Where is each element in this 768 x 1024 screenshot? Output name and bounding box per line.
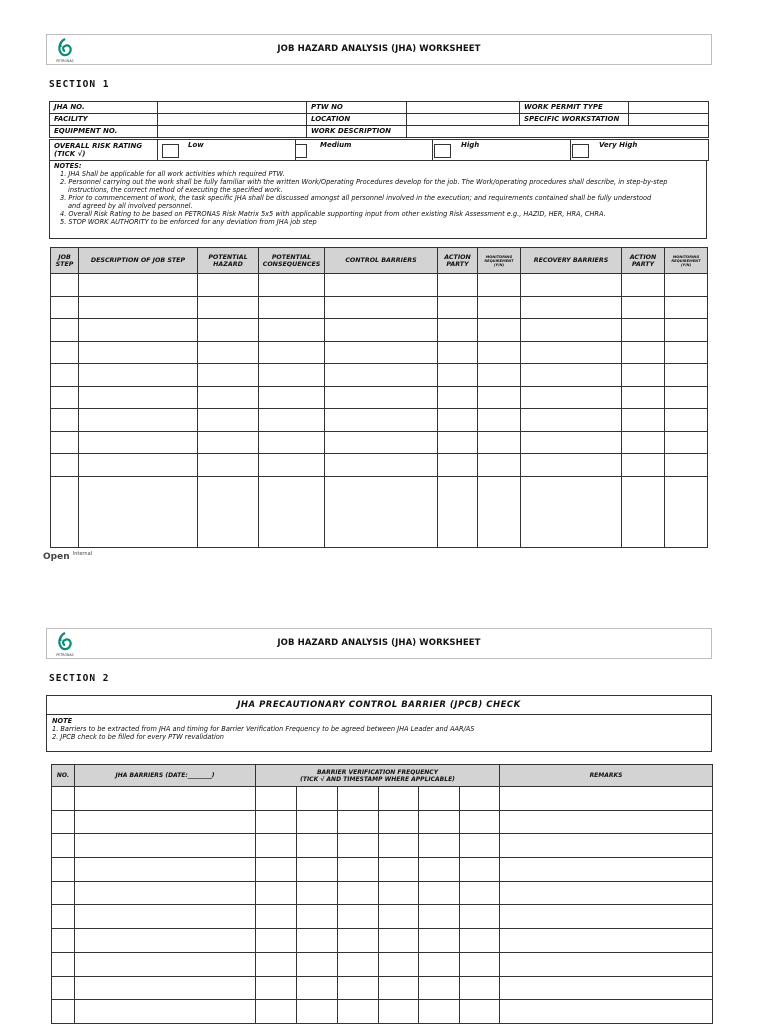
table-row <box>52 810 713 834</box>
table-cell[interactable] <box>51 431 79 454</box>
table-cell[interactable] <box>75 881 256 905</box>
table-cell[interactable] <box>500 834 713 858</box>
table-cell[interactable] <box>622 409 665 432</box>
table-row <box>52 905 713 929</box>
table-row <box>51 319 708 342</box>
table-cell[interactable] <box>460 810 500 834</box>
table-cell[interactable] <box>665 431 708 454</box>
table-cell[interactable] <box>52 976 75 1000</box>
table-cell[interactable] <box>521 341 622 364</box>
work-permit-type-field[interactable] <box>629 102 709 114</box>
table-cell[interactable] <box>75 976 256 1000</box>
table-cell[interactable] <box>665 296 708 319</box>
table-cell[interactable] <box>256 787 297 811</box>
table-cell[interactable] <box>297 810 338 834</box>
table-cell[interactable] <box>198 341 259 364</box>
table-cell[interactable] <box>379 834 419 858</box>
col-verification-frequency: BARRIER VERIFICATION FREQUENCY (TICK √ AND TIMESTAMP WHERE APPLICABLE) <box>256 765 500 787</box>
table-cell[interactable] <box>622 364 665 387</box>
section-1-notes <box>49 160 707 239</box>
note-line: 5. STOP WORK AUTHORITY to be enforced for any deviation from JHA job step <box>60 218 317 226</box>
table-cell[interactable] <box>622 341 665 364</box>
table-cell[interactable] <box>79 386 198 409</box>
note-line: 1. JHA Shall be applicable for all work activities which required PTW. <box>60 170 285 178</box>
table-cell[interactable] <box>259 341 325 364</box>
table-cell[interactable] <box>419 929 460 953</box>
table-cell[interactable] <box>198 274 259 297</box>
table-cell[interactable] <box>75 787 256 811</box>
table-cell[interactable] <box>379 787 419 811</box>
col-job-step: JOB STEP <box>51 248 79 274</box>
table-cell[interactable] <box>478 454 521 477</box>
equipment-no-field[interactable] <box>158 126 307 138</box>
low-checkbox[interactable] <box>162 144 179 158</box>
high-checkbox[interactable] <box>434 144 451 158</box>
table-cell[interactable] <box>259 386 325 409</box>
ptw-no-field[interactable] <box>407 102 520 114</box>
table-cell[interactable] <box>297 834 338 858</box>
table-cell[interactable] <box>52 810 75 834</box>
col-no: NO. <box>52 765 75 787</box>
table-row <box>51 476 708 547</box>
section-1-label: SECTION 1 <box>49 79 110 90</box>
table-cell[interactable] <box>52 881 75 905</box>
table-cell[interactable] <box>297 976 338 1000</box>
table-header-row <box>52 765 713 787</box>
table-cell[interactable] <box>478 364 521 387</box>
table-cell[interactable] <box>256 976 297 1000</box>
table-cell[interactable] <box>438 319 478 342</box>
risk-rating-label: OVERALL RISK RATING (TICK √) <box>50 140 158 161</box>
table-row <box>51 454 708 477</box>
facility-label: FACILITY <box>50 114 158 126</box>
table-cell[interactable] <box>79 409 198 432</box>
table-row <box>51 341 708 364</box>
table-header-row <box>51 248 708 274</box>
table-cell[interactable] <box>478 274 521 297</box>
note-line: 2. JPCB check to be filled for every PTW revalidation <box>52 733 224 741</box>
medium-checkbox[interactable] <box>296 144 308 158</box>
table-cell[interactable] <box>665 341 708 364</box>
table-cell[interactable] <box>665 476 708 547</box>
table-cell[interactable] <box>51 364 79 387</box>
table-cell[interactable] <box>325 409 438 432</box>
table-cell[interactable] <box>256 858 297 882</box>
table-cell[interactable] <box>79 341 198 364</box>
table-cell[interactable] <box>297 858 338 882</box>
table-cell[interactable] <box>419 952 460 976</box>
table-cell[interactable] <box>419 834 460 858</box>
col-recovery-barriers: RECOVERY BARRIERS <box>521 248 622 274</box>
table-cell[interactable] <box>419 976 460 1000</box>
table-cell[interactable] <box>75 834 256 858</box>
jha-no-label: JHA NO. <box>50 102 158 114</box>
table-cell[interactable] <box>259 431 325 454</box>
table-cell[interactable] <box>198 319 259 342</box>
work-permit-type-label: WORK PERMIT TYPE <box>520 102 629 114</box>
table-cell[interactable] <box>521 364 622 387</box>
table-cell[interactable] <box>460 905 500 929</box>
table-cell[interactable] <box>438 341 478 364</box>
col-description: DESCRIPTION OF JOB STEP <box>79 248 198 274</box>
table-cell[interactable] <box>325 296 438 319</box>
table-cell[interactable] <box>325 364 438 387</box>
table-cell[interactable] <box>665 319 708 342</box>
table-cell[interactable] <box>478 476 521 547</box>
notes-title: NOTES: <box>54 162 82 170</box>
table-cell[interactable] <box>438 274 478 297</box>
table-cell[interactable] <box>338 787 379 811</box>
table-cell[interactable] <box>379 952 419 976</box>
table-cell[interactable] <box>52 1000 75 1024</box>
table-cell[interactable] <box>51 386 79 409</box>
col-control-barriers: CONTROL BARRIERS <box>325 248 438 274</box>
table-cell[interactable] <box>198 296 259 319</box>
location-field[interactable] <box>407 114 520 126</box>
table-cell[interactable] <box>478 386 521 409</box>
col-potential-consequences: POTENTIAL CONSEQUENCES <box>259 248 325 274</box>
col-jha-barriers: JHA BARRIERS (DATE:________) <box>75 765 256 787</box>
work-description-field[interactable] <box>407 126 709 138</box>
risk-option-very-high[interactable]: Very High <box>571 140 709 161</box>
note-line: 2. Personnel carrying out the work shall be fully familiar with the written Work/Operating Procedures develop for the job. The Work/operating procedures shall describe, in step-by-step <box>60 178 668 186</box>
jha-info-table <box>49 101 709 138</box>
table-cell[interactable] <box>338 929 379 953</box>
table-row <box>51 431 708 454</box>
table-cell[interactable] <box>500 976 713 1000</box>
table-cell[interactable] <box>438 296 478 319</box>
table-cell[interactable] <box>338 952 379 976</box>
table-row <box>52 976 713 1000</box>
table-row <box>52 881 713 905</box>
table-cell[interactable] <box>438 364 478 387</box>
table-cell[interactable] <box>438 409 478 432</box>
table-cell[interactable] <box>51 476 79 547</box>
page-title: JOB HAZARD ANALYSIS (JHA) WORKSHEET <box>277 44 481 54</box>
table-cell[interactable] <box>622 454 665 477</box>
col-potential-hazard: POTENTIAL HAZARD <box>198 248 259 274</box>
note-line: instructions, the correct method of executing the specified work. <box>68 186 283 194</box>
table-cell[interactable] <box>259 319 325 342</box>
table-cell[interactable] <box>79 296 198 319</box>
table-cell[interactable] <box>500 905 713 929</box>
table-cell[interactable] <box>379 858 419 882</box>
specific-workstation-label: SPECIFIC WORKSTATION <box>520 114 629 126</box>
table-cell[interactable] <box>500 929 713 953</box>
table-cell[interactable] <box>297 787 338 811</box>
table-cell[interactable] <box>198 364 259 387</box>
table-cell[interactable] <box>259 296 325 319</box>
table-cell[interactable] <box>419 858 460 882</box>
table-cell[interactable] <box>460 858 500 882</box>
table-row <box>52 834 713 858</box>
table-cell[interactable] <box>379 1000 419 1024</box>
table-cell[interactable] <box>198 476 259 547</box>
table-cell[interactable] <box>75 1000 256 1024</box>
table-cell[interactable] <box>79 431 198 454</box>
table-cell[interactable] <box>198 409 259 432</box>
job-step-table <box>50 247 708 548</box>
table-cell[interactable] <box>338 834 379 858</box>
table-cell[interactable] <box>419 810 460 834</box>
risk-rating-row <box>49 139 709 161</box>
table-cell[interactable] <box>75 810 256 834</box>
equipment-no-label: EQUIPMENT NO. <box>50 126 158 138</box>
table-cell[interactable] <box>478 296 521 319</box>
jha-no-field[interactable] <box>158 102 307 114</box>
table-cell[interactable] <box>75 858 256 882</box>
table-cell[interactable] <box>500 881 713 905</box>
table-cell[interactable] <box>521 454 622 477</box>
table-cell[interactable] <box>622 431 665 454</box>
table-cell[interactable] <box>460 952 500 976</box>
table-row <box>52 952 713 976</box>
table-cell[interactable] <box>75 905 256 929</box>
table-cell[interactable] <box>438 476 478 547</box>
table-row <box>52 929 713 953</box>
col-monitoring-requirement: MONITORING REQUIREMENT (Y/N) <box>478 248 521 274</box>
note-line: 3. Prior to commencement of work, the task specific JHA shall be discussed amongst all personnel involved in the execution; and requirements contained shall be fully understood <box>60 194 652 202</box>
risk-option-medium[interactable]: Medium <box>296 140 433 161</box>
table-cell[interactable] <box>51 274 79 297</box>
table-cell[interactable] <box>665 454 708 477</box>
table-cell[interactable] <box>338 1000 379 1024</box>
table-cell[interactable] <box>256 952 297 976</box>
table-cell[interactable] <box>325 319 438 342</box>
table-cell[interactable] <box>79 274 198 297</box>
svg-text:PETRONAS: PETRONAS <box>56 59 74 63</box>
table-row <box>51 409 708 432</box>
table-cell[interactable] <box>297 881 338 905</box>
table-cell[interactable] <box>478 341 521 364</box>
table-cell[interactable] <box>51 341 79 364</box>
table-cell[interactable] <box>379 905 419 929</box>
table-cell[interactable] <box>198 431 259 454</box>
table-cell[interactable] <box>521 296 622 319</box>
table-cell[interactable] <box>460 1000 500 1024</box>
jpcb-notes <box>47 715 711 743</box>
table-cell[interactable] <box>297 1000 338 1024</box>
table-cell[interactable] <box>79 364 198 387</box>
table-cell[interactable] <box>256 929 297 953</box>
jpcb-note-title: NOTE <box>52 717 73 725</box>
table-cell[interactable] <box>338 881 379 905</box>
table-cell[interactable] <box>521 386 622 409</box>
table-cell[interactable] <box>79 476 198 547</box>
table-row <box>51 364 708 387</box>
table-cell[interactable] <box>500 1000 713 1024</box>
col-monitoring-requirement-2: MONITORING REQUIREMENT (Y/N) <box>665 248 708 274</box>
table-cell[interactable] <box>419 787 460 811</box>
barrier-table <box>51 764 713 1024</box>
note-line: 4. Overall Risk Rating to be based on PETRONAS Risk Matrix 5x5 with applicable supporting input from other existing Risk Assessment e.g., HAZID, HER, HRA, CHRA. <box>60 210 606 218</box>
table-cell[interactable] <box>75 952 256 976</box>
table-cell[interactable] <box>259 364 325 387</box>
table-cell[interactable] <box>198 386 259 409</box>
table-cell[interactable] <box>665 364 708 387</box>
table-cell[interactable] <box>52 952 75 976</box>
table-cell[interactable] <box>325 476 438 547</box>
ptw-no-label: PTW NO <box>307 102 407 114</box>
table-cell[interactable] <box>325 431 438 454</box>
table-row <box>51 296 708 319</box>
table-cell[interactable] <box>521 319 622 342</box>
table-cell[interactable] <box>379 881 419 905</box>
page-header-2 <box>46 628 712 659</box>
table-cell[interactable] <box>338 858 379 882</box>
table-cell[interactable] <box>52 905 75 929</box>
classification-label: Open $^{Internal}$ <box>43 551 93 562</box>
table-row <box>51 274 708 297</box>
table-cell[interactable] <box>478 431 521 454</box>
table-cell[interactable] <box>325 341 438 364</box>
jpcb-box <box>46 695 712 752</box>
table-cell[interactable] <box>460 976 500 1000</box>
table-cell[interactable] <box>52 834 75 858</box>
table-cell[interactable] <box>51 319 79 342</box>
table-cell[interactable] <box>259 476 325 547</box>
table-cell[interactable] <box>256 810 297 834</box>
table-cell[interactable] <box>622 386 665 409</box>
table-row <box>52 858 713 882</box>
table-cell[interactable] <box>256 834 297 858</box>
table-cell[interactable] <box>379 929 419 953</box>
work-description-label: WORK DESCRIPTION <box>307 126 407 138</box>
table-cell[interactable] <box>297 929 338 953</box>
table-cell[interactable] <box>259 409 325 432</box>
table-cell[interactable] <box>521 476 622 547</box>
table-cell[interactable] <box>338 976 379 1000</box>
table-cell[interactable] <box>297 905 338 929</box>
table-cell[interactable] <box>79 319 198 342</box>
table-cell[interactable] <box>622 274 665 297</box>
table-cell[interactable] <box>500 810 713 834</box>
note-line: and agreed by all involved personnel. <box>68 202 193 210</box>
table-cell[interactable] <box>460 929 500 953</box>
page-header <box>46 34 712 65</box>
specific-workstation-field[interactable] <box>629 114 709 126</box>
table-cell[interactable] <box>256 1000 297 1024</box>
col-action-party: ACTION PARTY <box>438 248 478 274</box>
table-cell[interactable] <box>325 386 438 409</box>
table-cell[interactable] <box>521 274 622 297</box>
table-cell[interactable] <box>52 929 75 953</box>
table-cell[interactable] <box>622 319 665 342</box>
table-cell[interactable] <box>325 454 438 477</box>
table-cell[interactable] <box>478 409 521 432</box>
risk-option-high[interactable]: High <box>433 140 571 161</box>
table-cell[interactable] <box>79 454 198 477</box>
table-cell[interactable] <box>438 431 478 454</box>
table-cell[interactable] <box>500 858 713 882</box>
svg-text:PETRONAS: PETRONAS <box>56 653 74 657</box>
table-cell[interactable] <box>500 787 713 811</box>
table-row <box>52 1000 713 1024</box>
table-cell[interactable] <box>478 319 521 342</box>
table-cell[interactable] <box>438 386 478 409</box>
facility-field[interactable] <box>158 114 307 126</box>
table-cell[interactable] <box>51 454 79 477</box>
table-cell[interactable] <box>338 810 379 834</box>
table-cell[interactable] <box>51 409 79 432</box>
table-cell[interactable] <box>297 952 338 976</box>
table-cell[interactable] <box>325 274 438 297</box>
section-2-label: SECTION 2 <box>49 673 110 684</box>
table-cell[interactable] <box>622 296 665 319</box>
table-cell[interactable] <box>198 454 259 477</box>
col-remarks: REMARKS <box>500 765 713 787</box>
table-cell[interactable] <box>51 296 79 319</box>
table-cell[interactable] <box>75 929 256 953</box>
table-cell[interactable] <box>259 274 325 297</box>
table-cell[interactable] <box>438 454 478 477</box>
table-cell[interactable] <box>338 905 379 929</box>
table-cell[interactable] <box>419 905 460 929</box>
table-cell[interactable] <box>665 274 708 297</box>
table-cell[interactable] <box>256 905 297 929</box>
location-label: LOCATION <box>307 114 407 126</box>
table-cell[interactable] <box>622 476 665 547</box>
table-cell[interactable] <box>665 386 708 409</box>
table-row <box>52 787 713 811</box>
table-cell[interactable] <box>52 858 75 882</box>
page-title-2: JOB HAZARD ANALYSIS (JHA) WORKSHEET <box>277 638 481 648</box>
table-row <box>51 386 708 409</box>
table-cell[interactable] <box>379 810 419 834</box>
col-action-party-2: ACTION PARTY <box>622 248 665 274</box>
table-cell[interactable] <box>419 881 460 905</box>
table-cell[interactable] <box>256 881 297 905</box>
table-cell[interactable] <box>521 431 622 454</box>
table-cell[interactable] <box>379 976 419 1000</box>
note-line: 1. Barriers to be extracted from JHA and timing for Barrier Verification Frequency to be agreed between JHA Leader and AAR/AS <box>52 725 475 733</box>
table-cell[interactable] <box>460 787 500 811</box>
table-cell[interactable] <box>419 1000 460 1024</box>
table-cell[interactable] <box>665 409 708 432</box>
table-cell[interactable] <box>521 409 622 432</box>
jpcb-title: JHA PRECAUTIONARY CONTROL BARRIER (JPCB) CHECK <box>47 696 711 715</box>
table-cell[interactable] <box>259 454 325 477</box>
table-cell[interactable] <box>500 952 713 976</box>
very-high-checkbox[interactable] <box>572 144 589 158</box>
table-cell[interactable] <box>460 834 500 858</box>
table-cell[interactable] <box>52 787 75 811</box>
risk-option-low[interactable]: Low <box>158 140 296 161</box>
table-cell[interactable] <box>460 881 500 905</box>
